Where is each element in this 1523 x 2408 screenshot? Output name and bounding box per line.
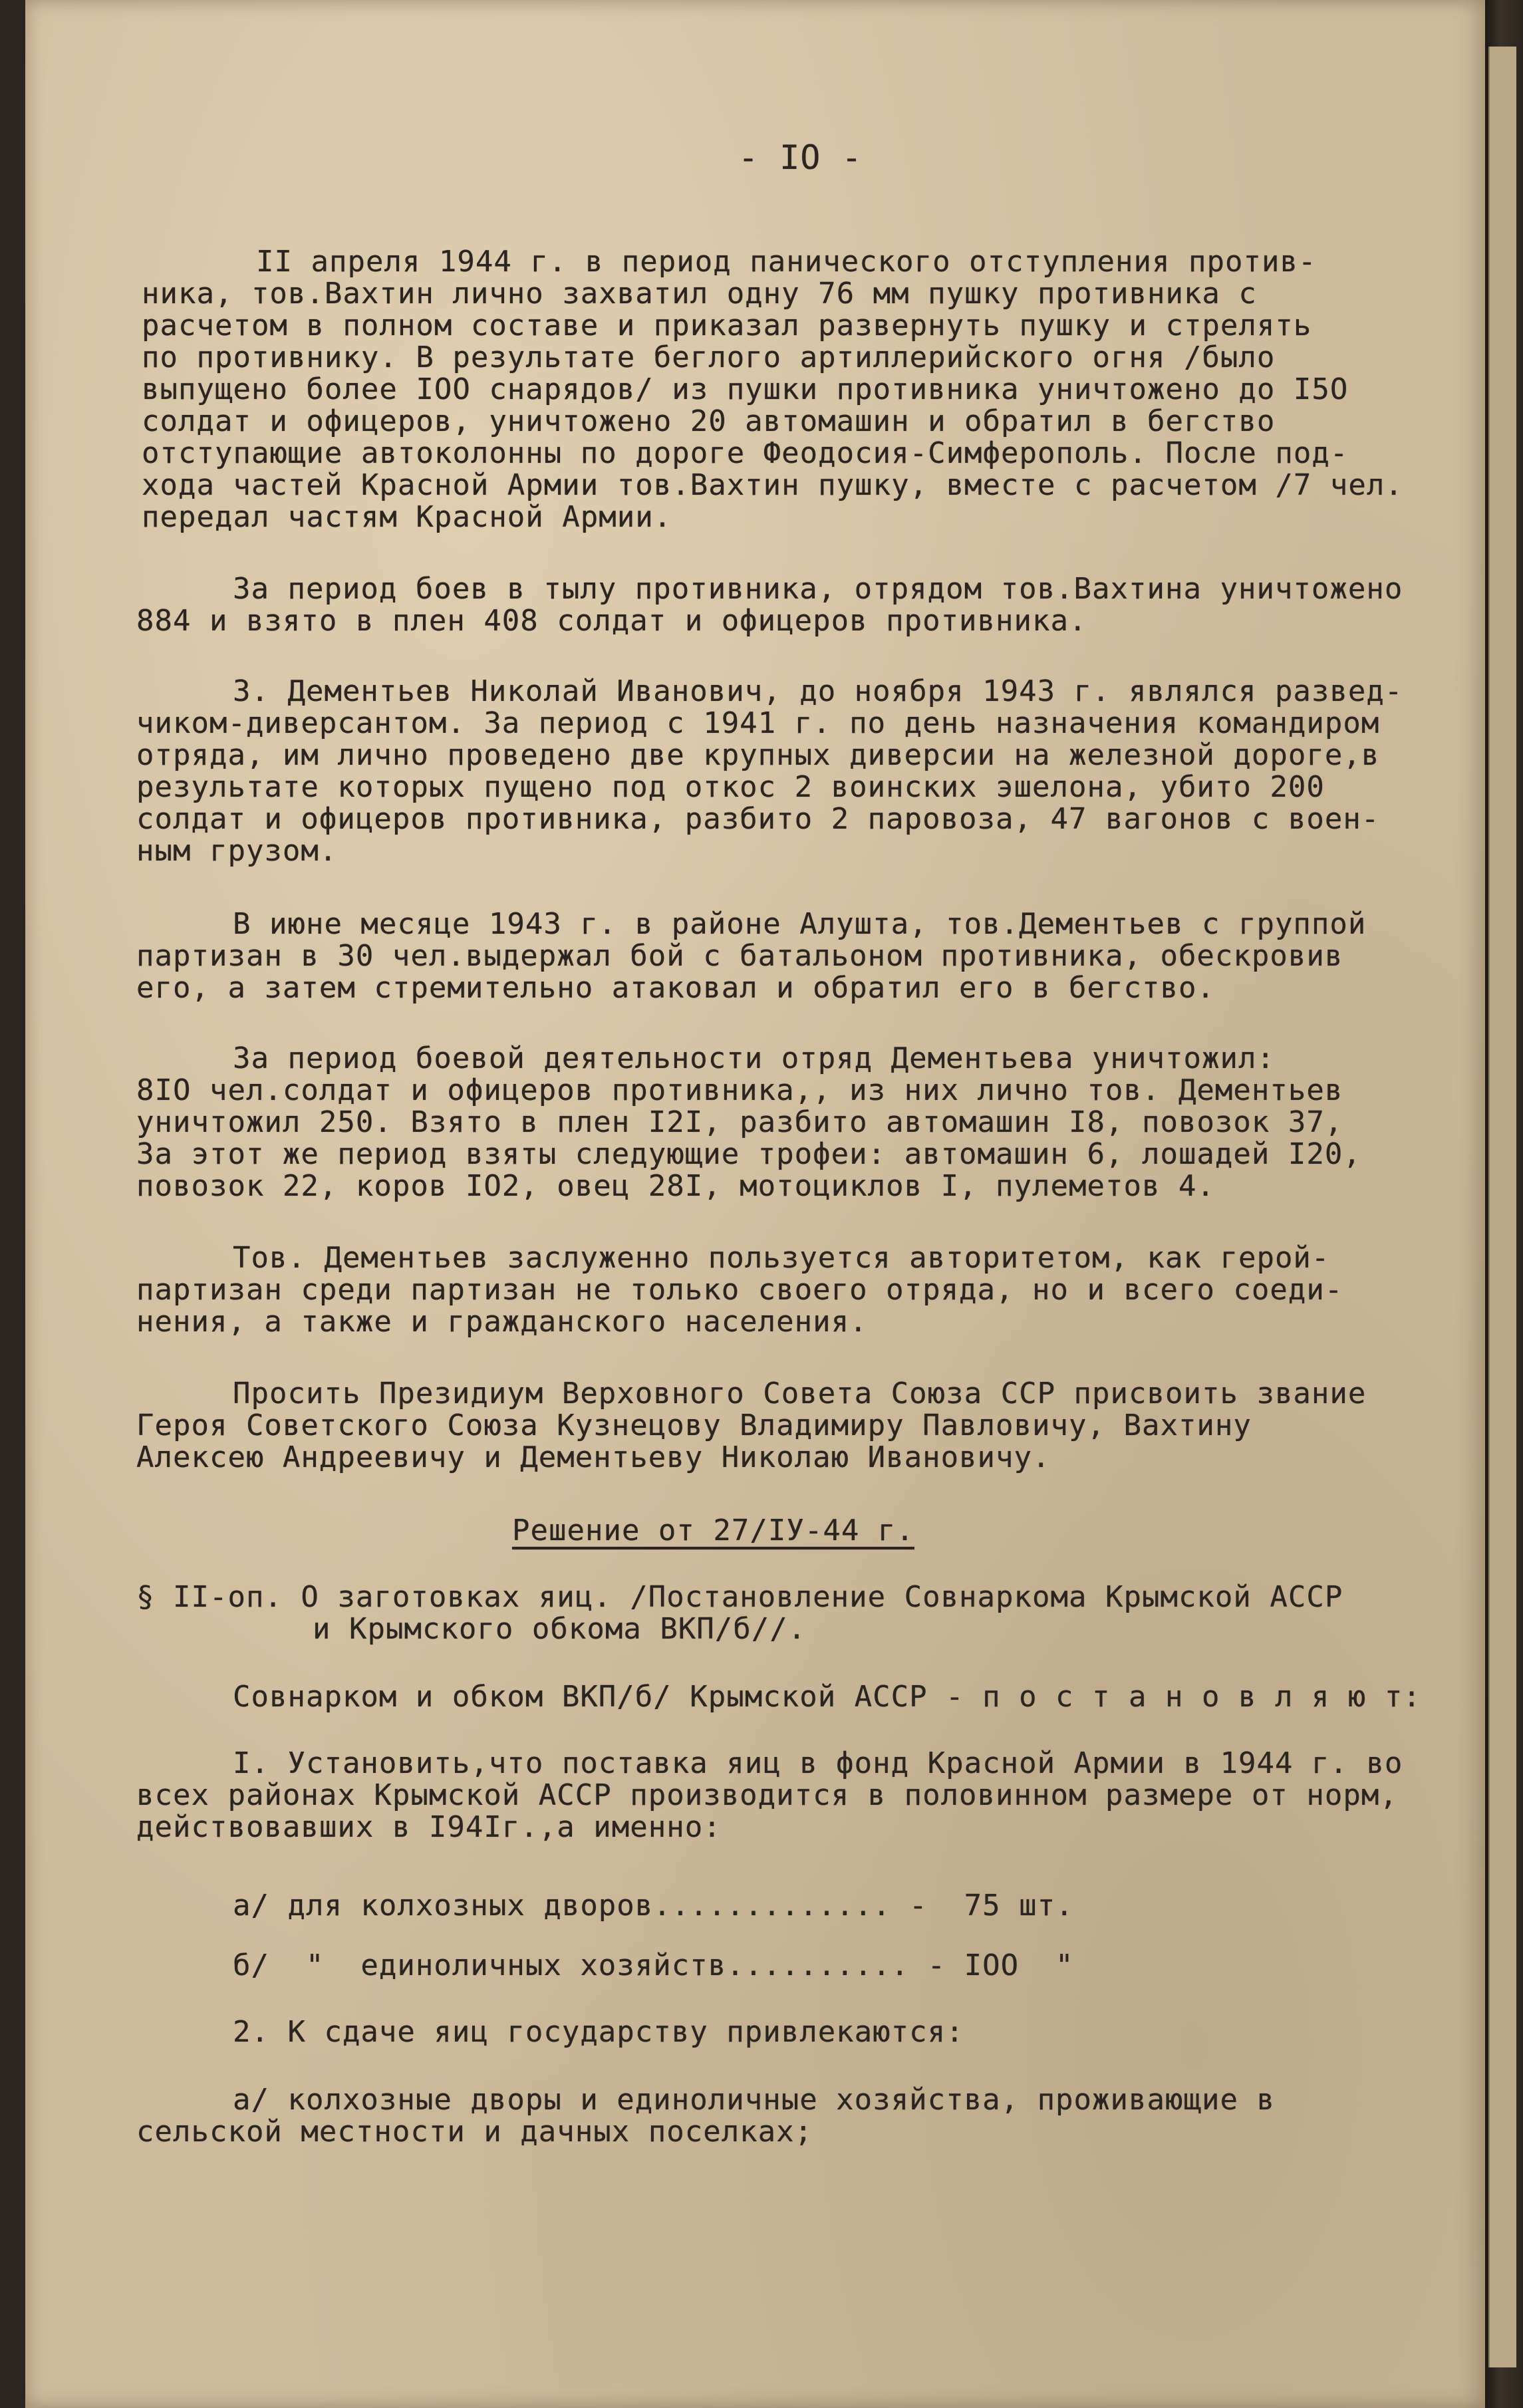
text-line: отряда, им лично проведено две крупных диверсии на железной дороге,в: [136, 738, 1380, 772]
next-page-edge: [1488, 47, 1516, 2367]
text-line: 884 и взято в плен 408 солдат и офицеров противника.: [136, 604, 1087, 638]
text-line: повозок 22, коров IO2, овец 28I, мотоциклов I, пулеметов 4.: [136, 1169, 1215, 1203]
text-line: За этот же период взяты следующие трофеи: автомашин 6, лошадей I20,: [136, 1137, 1361, 1171]
text-line: а/ колхозные дворы и единоличные хозяйства, проживающие в: [233, 2083, 1275, 2117]
text-line: Просить Президиум Верховного Совета Союза ССР присвоить звание: [233, 1377, 1367, 1410]
resolution-intro: Совнарком и обком ВКП/б/ Крымской АССР - п о с т а н о в л я ю т:: [233, 1680, 1421, 1714]
text-line: хода частей Красной Армии тов.Вахтин пушку, вместе с расчетом /7 чел.: [142, 468, 1403, 502]
text-line: передал частям Красной Армии.: [142, 500, 672, 534]
norm-line: а/ для колхозных дворов............. - 75 шт.: [233, 1889, 1074, 1923]
text-line: ным грузом.: [136, 834, 338, 868]
text-line: чиком-диверсантом. За период с 1941 г. по день назначения командиром: [136, 706, 1380, 740]
text-line: солдат и офицеров, уничтожено 20 автомашин и обратил в бегство: [142, 404, 1276, 438]
text-line: В июне месяце 1943 г. в районе Алушта, тов.Дементьев с группой: [233, 907, 1367, 941]
text-line: расчетом в полном составе и приказал развернуть пушку и стрелять: [142, 309, 1312, 342]
page-number: - IO -: [738, 138, 863, 177]
text-line: уничтожил 250. Взято в плен I2I, разбито автомашин I8, повозок 37,: [136, 1105, 1343, 1139]
text-line: I. Установить,что поставка яиц в фонд Красной Армии в 1944 г. во: [233, 1746, 1403, 1780]
text-line: сельской местности и дачных поселках;: [136, 2115, 813, 2149]
text-line: За период боев в тылу противника, отрядом тов.Вахтина уничтожено: [233, 572, 1403, 606]
text-line: партизан среди партизан не только своего отряда, но и всего соеди-: [136, 1273, 1343, 1307]
text-line: результате которых пущено под откос 2 воинских эшелона, убито 200: [136, 770, 1325, 804]
text-line: выпущено более IOO снарядов/ из пушки противника уничтожено до I5O: [142, 372, 1349, 406]
text-line: отступающие автоколонны по дороге Феодосия-Симферополь. После под-: [142, 436, 1349, 470]
text-line: солдат и офицеров противника, разбито 2 паровоза, 47 вагонов с воен-: [136, 802, 1380, 836]
text-line: За период боевой деятельности отряд Дементьева уничтожил:: [233, 1041, 1275, 1075]
text-line: его, а затем стремительно атаковал и обратил его в бегство.: [136, 971, 1215, 1005]
section-title: § II-оп. О заготовках яиц. /Постановление Совнаркома Крымской АССР: [136, 1580, 1343, 1614]
text-line: действовавших в I94Iг.,а именно:: [136, 1810, 722, 1844]
norm-line: б/ " единоличных хозяйств.......... - IOO ": [233, 1948, 1074, 1982]
text-line: Героя Советского Союза Кузнецову Владимиру Павловичу, Вахтину: [136, 1408, 1252, 1442]
text-line: Тов. Дементьев заслуженно пользуется авторитетом, как герой-: [233, 1241, 1330, 1275]
text-line: Алексею Андреевичу и Дементьеву Николаю Ивановичу.: [136, 1440, 1051, 1474]
text-line: 3. Дементьев Николай Иванович, до ноября 1943 г. являлся развед-: [233, 674, 1403, 708]
text-line: II апреля 1944 г. в период панического отступления против-: [256, 245, 1317, 279]
text-line: по противнику. В результате беглого артиллерийского огня /было: [142, 340, 1276, 374]
text-line: нения, а также и гражданского населения.: [136, 1305, 868, 1339]
text-line: партизан в 30 чел.выдержал бой с батальоном противника, обескровив: [136, 939, 1343, 973]
section-title: и Крымского обкома ВКП/б//.: [313, 1612, 807, 1646]
text-line: 2. К сдаче яиц государству привлекаются:: [233, 2015, 964, 2049]
text-line: всех районах Крымской АССР производится в половинном размере от норм,: [136, 1778, 1398, 1812]
text-line: ника, тов.Вахтин лично захватил одну 76 мм пушку противника с: [142, 277, 1257, 311]
text-line: 8IO чел.солдат и офицеров противника,, из них лично тов. Дементьев: [136, 1073, 1343, 1107]
decision-heading: Решение от 27/IУ-44 г.: [512, 1514, 914, 1547]
